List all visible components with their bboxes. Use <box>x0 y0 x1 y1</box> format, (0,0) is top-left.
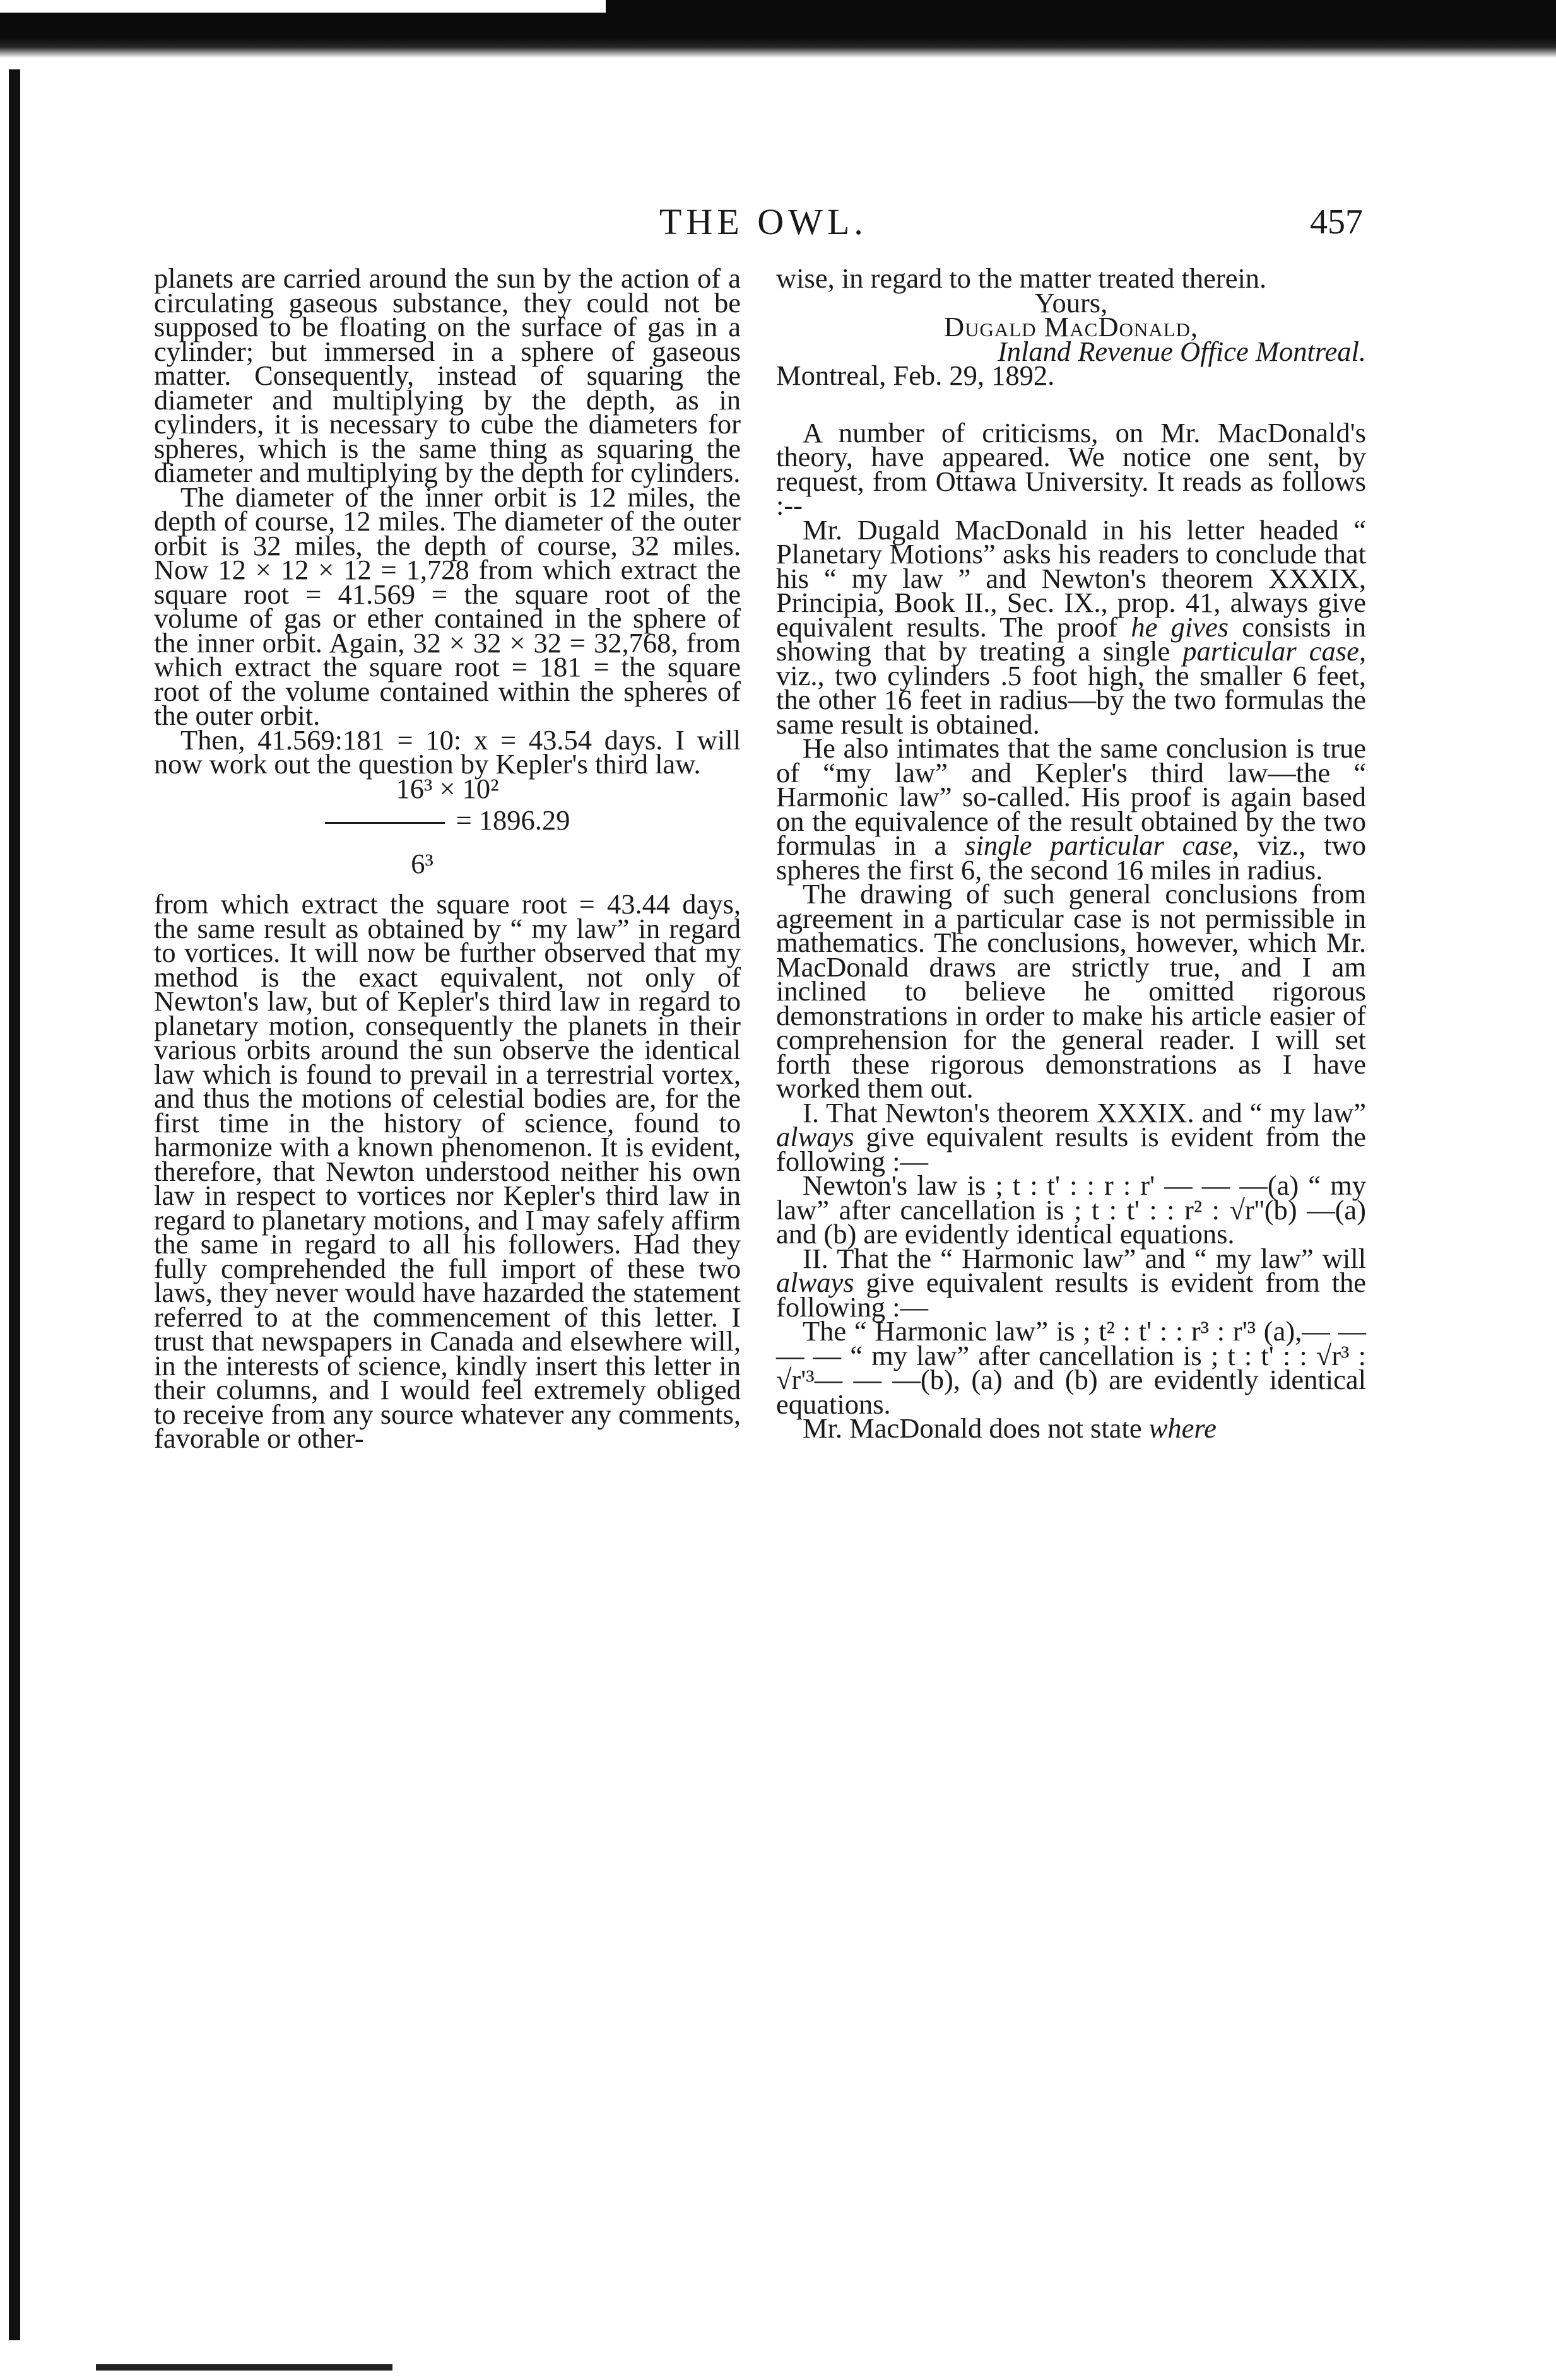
right-paragraph-7: Newton's law is ; t : t' : : r : r' — — —(a) “ my law” after cancellation is ; t : t' : : r² : √r''(b) —(a) and (b) are evidently identical equations. <box>776 1169 1366 1250</box>
page-header <box>0 201 1556 245</box>
scan-left-edge <box>9 69 20 2340</box>
formula-numerator: 16³ × 10² <box>396 772 499 804</box>
scan-bottom-rule <box>96 2364 392 2371</box>
right-paragraph-9: The “ Harmonic law” is ; t² : t' : : r³ : r'³ (a),— — — — “ my law” after cancellation is ; t : t' : : √r³ : √r'³— — —(b), (a) and (b) are evidently identical equations. <box>776 1315 1366 1420</box>
formula-fraction <box>154 804 741 836</box>
right-paragraph-8: II. That the “ Harmonic law” and “ my law” will always give equivalent results is evident from the following :— <box>776 1242 1367 1323</box>
formula-result: = 1896.29 <box>456 804 570 836</box>
left-column <box>154 262 741 1454</box>
fraction-bar <box>325 822 445 824</box>
right-paragraph-10: Mr. MacDonald does not state where <box>803 1412 1217 1444</box>
letter-office: Inland Revenue Office Montreal. <box>997 335 1366 367</box>
left-paragraph-4: from which extract the square root = 43.44 days, the same result as obtained by “ my law” in regard to vortices. It will now be further observed that my method is the exact equivalent, not only of Newton's law, but of Kepler's third law in regard to planetary motion, consequently the planets in their various orbits around the sun observe the identical law which is found to prevail in a terrestrial vortex, and thus the motions of celestial bodies are, for the first time in the history of science, found to harmonize with a known phenomenon. It is evident, therefore, that Newton understood neither his own law in respect to vortices nor Kepler's third law in regard to planetary motions, and I may safely affirm the same in regard to all his followers. Had they fully comprehended the full import of these two laws, they never would have hazarded the statement referred to at the commencement of this letter. I trust that newspapers in Canada and elsewhere will, in the interests of science, kindly insert this letter in their columns, and I would feel extremely obliged to receive from any source whatever any comments, favorable or other- <box>154 888 741 1454</box>
left-paragraph-2: The diameter of the inner orbit is 12 miles, the depth of course, 12 miles. The diameter of the outer orbit is 32 miles, the depth of course, 32 miles. Now 12 × 12 × 12 = 1,728 from which extract the square root = 41.569 = the square root of the volume of gas or ether contained in the sphere of the inner orbit. Again, 32 × 32 × 32 = 32,768, from which extract the square root = 181 = the square root of the volume contained within the spheres of the outer orbit. <box>154 481 741 731</box>
right-paragraph-4: He also intimates that the same conclusion is true of “my law” and Kepler's third law—the “ Harmonic law” so-called. His proof is again based on the equivalence of the result obtained by the two formulas in a single particular case, viz., two spheres the first 6, the second 16 miles in radius. <box>776 732 1367 886</box>
page-number: 457 <box>1310 202 1363 242</box>
letter-dateline: Montreal, Feb. 29, 1892. <box>776 360 1055 391</box>
left-paragraph-1: planets are carried around the sun by the action of a circulating gaseous substance, they could not be supposed to be floating on the surface of gas in a cylinder; but immersed in a sphere of gaseous matter. Consequently, instead of squaring the diameter and multiplying by the depth, as in cylinders, it is necessary to cube the diameters for spheres, which is the same thing as squaring the diameter and multiplying by the depth for cylinders. <box>154 262 741 488</box>
right-column <box>776 262 1367 1444</box>
scan-top-edge-light <box>0 0 606 13</box>
right-paragraph-6: I. That Newton's theorem XXXIX. and “ my law” always give equivalent results is evident from the following :— <box>776 1096 1367 1177</box>
right-paragraph-5: The drawing of such general conclusions from agreement in a particular case is not permissible in mathematics. The conclusions, however, which Mr. MacDonald draws are strictly true, and I am inclined to believe he omitted rigorous demonstrations in order to make his article easier of comprehension for the general reader. I will set forth these rigorous demonstrations as I have worked them out. <box>776 878 1366 1104</box>
right-paragraph-2: A number of criticisms, on Mr. MacDonald's theory, have appeared. We notice one sent, by request, from Ottawa University. It reads as follows :-- <box>776 416 1366 521</box>
running-title: THE OWL. <box>659 201 868 242</box>
letter-signature: Dugald MacDonald, <box>943 311 1199 343</box>
formula-denominator: 6³ <box>411 847 433 879</box>
right-paragraph-1: wise, in regard to the matter treated therein. <box>776 262 1267 294</box>
letter-closing: Yours, <box>1034 286 1108 319</box>
left-paragraph-3: Then, 41.569:181 = 10: x = 43.54 days. I will now work out the question by Kepler's third law. <box>154 724 741 780</box>
right-paragraph-3: Mr. Dugald MacDonald in his letter headed “ Planetary Motions” asks his readers to conclude that his “ my law ” and Newton's theorem XXXIX, Principia, Book II., Sec. IX., prop. 41, always give equivalent results. The proof he gives consists in showing that by treating a single particular case, viz., two cylinders .5 foot high, the smaller 6 feet, the other 16 feet in radius—by the two formulas the same result is obtained. <box>776 513 1367 740</box>
